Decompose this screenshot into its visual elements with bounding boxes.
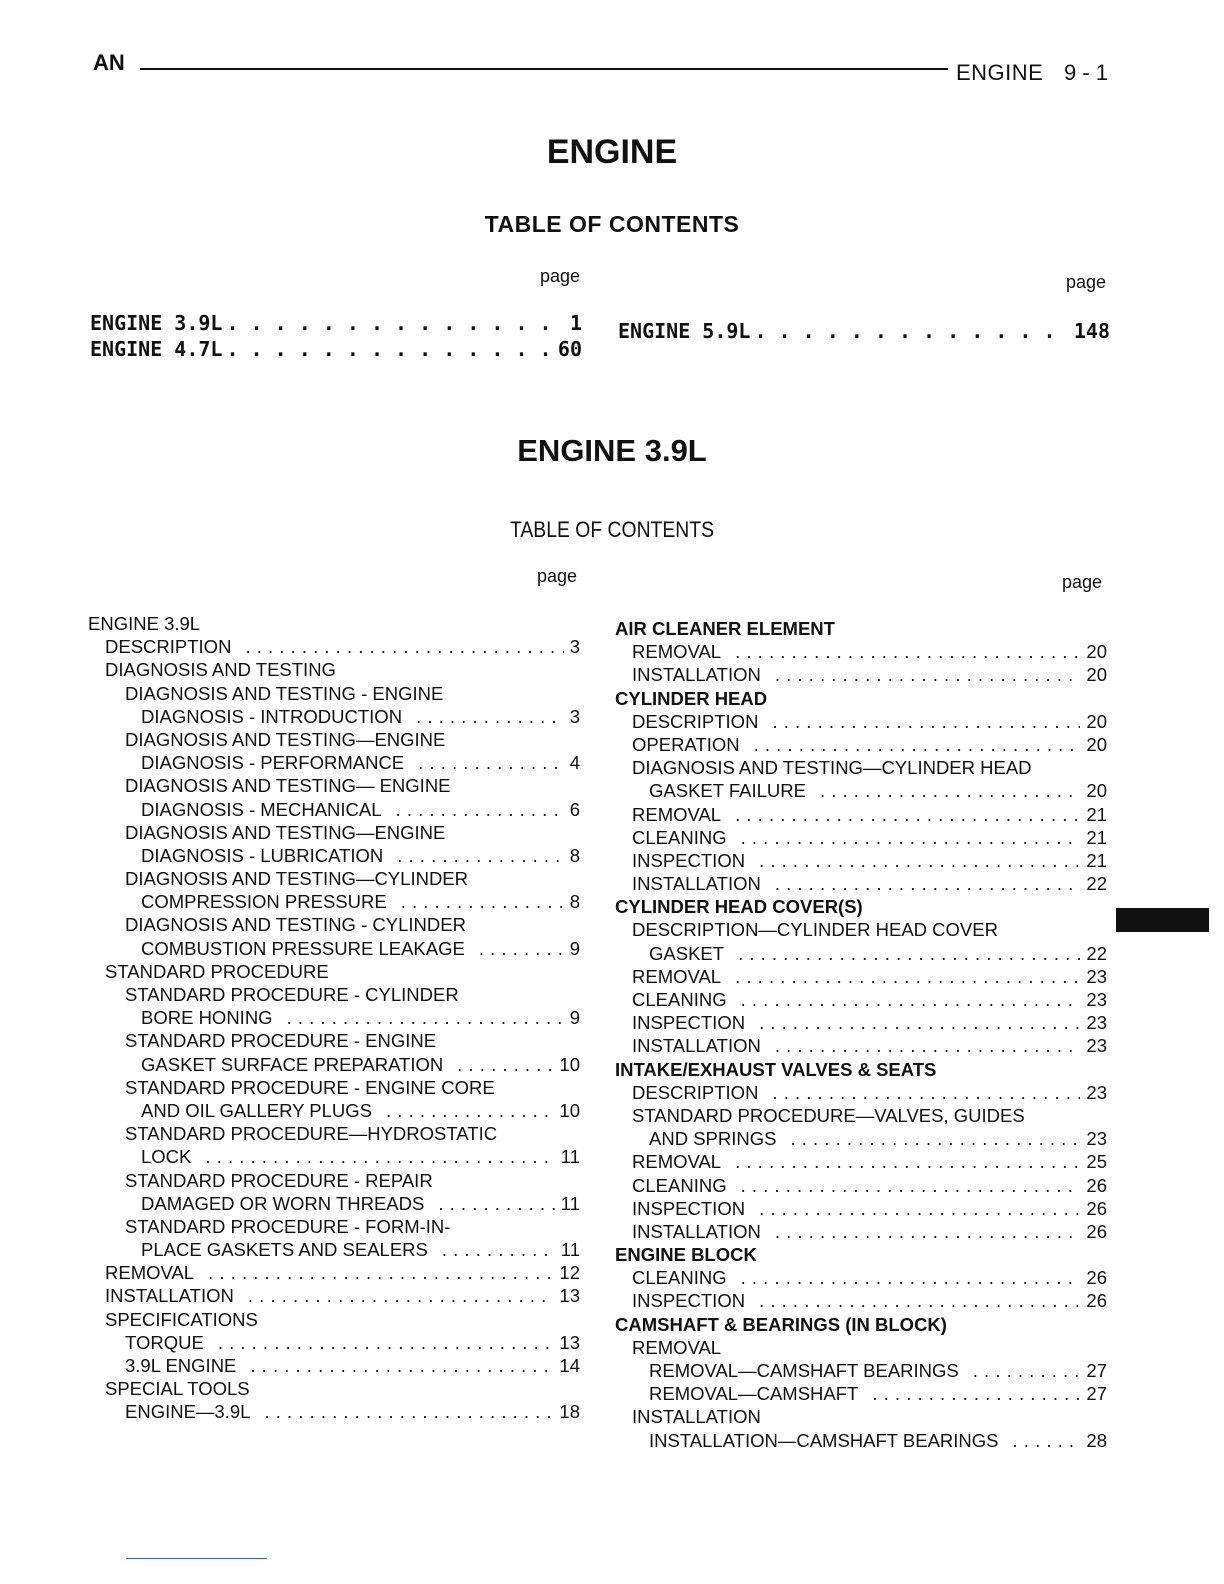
dot-leader xyxy=(775,1220,1081,1243)
toc-entry-page: 25 xyxy=(1086,1151,1107,1173)
toc-entry-label: ENGINE BLOCK xyxy=(615,1244,757,1266)
toc-entry[interactable] xyxy=(615,1011,1107,1034)
toc-entry-page: 23 xyxy=(1086,1035,1107,1057)
toc-entry-label: REMOVAL xyxy=(632,641,722,663)
toc-entry[interactable] xyxy=(615,1359,1107,1382)
toc-entry[interactable] xyxy=(88,937,580,960)
toc-entry-page: 20 xyxy=(1086,710,1107,732)
toc-entry-label: INSTALLATION xyxy=(105,1285,234,1307)
dot-leader xyxy=(775,663,1081,686)
toc-entry-label: CLEANING xyxy=(632,826,727,848)
dot-leader xyxy=(418,751,564,774)
toc-entry[interactable] xyxy=(88,1331,580,1354)
dot-leader xyxy=(741,988,1081,1011)
dot-leader xyxy=(226,337,553,361)
toc-section-heading[interactable] xyxy=(615,687,1107,710)
toc-heading: TABLE OF CONTENTS xyxy=(484,211,740,237)
toc-entry-label: DESCRIPTION xyxy=(632,710,759,732)
toc-entry-label: STANDARD PROCEDURE—HYDROSTATIC xyxy=(125,1123,498,1145)
toc-entry-page: 23 xyxy=(1086,1128,1107,1150)
toc-entry-page: 26 xyxy=(1086,1197,1107,1219)
dot-leader xyxy=(208,1261,553,1284)
toc-entry[interactable] xyxy=(615,1429,1107,1452)
dot-leader xyxy=(205,1145,554,1168)
toc-entry[interactable] xyxy=(88,1053,580,1076)
toc-entry-page: 20 xyxy=(1086,733,1107,755)
toc-entry-page: 21 xyxy=(1086,803,1107,825)
toc-entry-page: 3 xyxy=(569,705,580,727)
toc-entry[interactable] xyxy=(88,913,580,936)
toc-entry[interactable] xyxy=(88,1354,580,1377)
footer-rule xyxy=(126,1558,267,1559)
dot-leader xyxy=(245,635,563,658)
toc-entry[interactable] xyxy=(615,663,1107,686)
toc-entry-label: STANDARD PROCEDURE xyxy=(105,960,329,982)
dot-leader xyxy=(735,640,1080,663)
toc-entry-page: 148 xyxy=(1073,319,1110,343)
toc-entry-page: 22 xyxy=(1086,873,1107,895)
header-rule xyxy=(140,68,948,70)
toc-entry-label: GASKET FAILURE xyxy=(649,780,806,802)
toc-entry[interactable] xyxy=(88,960,580,983)
toc-section-heading[interactable] xyxy=(88,612,580,635)
toc-entry[interactable] xyxy=(615,779,1107,802)
toc-entry-label: CLEANING xyxy=(632,1267,727,1289)
toc-entry-label: ENGINE 3.9L xyxy=(88,613,201,634)
toc-entry[interactable] xyxy=(88,1215,580,1238)
toc-entry[interactable] xyxy=(88,1099,580,1122)
toc-entry-label: STANDARD PROCEDURE - CYLINDER xyxy=(125,984,459,1005)
toc-entry-label: DESCRIPTION xyxy=(632,1081,759,1103)
toc-entry[interactable] xyxy=(88,751,580,774)
toc-entry-label: REMOVAL xyxy=(632,803,722,825)
toc-entry-label: DIAGNOSIS - LUBRICATION xyxy=(141,844,384,866)
toc-entry[interactable] xyxy=(615,872,1107,895)
toc-entry-label: REMOVAL xyxy=(632,1151,722,1173)
toc-entry-page: 11 xyxy=(560,1239,580,1261)
toc-entry-page: 20 xyxy=(1086,780,1107,802)
dot-leader xyxy=(741,826,1081,849)
toc-entry-label: ENGINE 5.9L xyxy=(618,319,751,343)
toc-entry-label: INTAKE/EXHAUST VALVES & SEATS xyxy=(615,1058,937,1080)
toc-entry-label: AND SPRINGS xyxy=(649,1128,777,1150)
page-label-right: page xyxy=(1062,572,1103,592)
toc-entry-page: 23 xyxy=(1086,965,1107,987)
toc-entry-page: 13 xyxy=(559,1285,580,1307)
toc-entry-page: 13 xyxy=(559,1331,580,1353)
toc-entry[interactable] xyxy=(615,803,1107,826)
toc-entry-label: INSPECTION xyxy=(632,1197,746,1219)
toc-entry-page: 26 xyxy=(1086,1174,1107,1196)
page-label-right: page xyxy=(1066,272,1107,292)
toc-entry[interactable] xyxy=(88,682,580,705)
toc-entry-label: DIAGNOSIS - INTRODUCTION xyxy=(141,705,403,727)
toc-entry-page: 11 xyxy=(560,1192,580,1214)
dot-leader xyxy=(775,872,1081,895)
toc-entry-page: 27 xyxy=(1086,1360,1107,1381)
toc-entry-page: 60 xyxy=(557,337,582,361)
toc-entry[interactable] xyxy=(615,1289,1107,1312)
top-toc-entry[interactable] xyxy=(90,337,582,361)
toc-entry[interactable] xyxy=(88,821,580,844)
toc-entry-label: DAMAGED OR WORN THREADS xyxy=(141,1192,425,1214)
manual-code: AN xyxy=(93,50,125,75)
toc-entry-page: 11 xyxy=(560,1146,580,1168)
dot-leader xyxy=(790,1127,1080,1150)
toc-entry-label: INSTALLATION xyxy=(632,873,761,895)
dot-leader xyxy=(401,890,564,913)
toc-entry[interactable] xyxy=(615,1081,1107,1104)
toc-entry-label: INSTALLATION xyxy=(632,664,761,686)
toc-entry-label: DIAGNOSIS - MECHANICAL xyxy=(141,798,382,820)
toc-entry-label: SPECIFICATIONS xyxy=(105,1308,258,1330)
toc-entry[interactable] xyxy=(88,705,580,728)
toc-entry[interactable] xyxy=(88,890,580,913)
toc-entry[interactable] xyxy=(615,710,1107,733)
toc-entry[interactable] xyxy=(615,1266,1107,1289)
toc-entry-page: 27 xyxy=(1086,1383,1107,1405)
toc-entry-label: PLACE GASKETS AND SEALERS xyxy=(141,1239,428,1261)
toc-entry-page: 18 xyxy=(559,1401,580,1423)
toc-entry-label: CLEANING xyxy=(632,989,727,1010)
toc-entry-label: AIR CLEANER ELEMENT xyxy=(615,618,835,639)
toc-entry-page: 26 xyxy=(1086,1290,1107,1312)
dot-leader xyxy=(738,942,1080,965)
toc-entry-label: REMOVAL—CAMSHAFT BEARINGS xyxy=(649,1360,959,1381)
toc-entry[interactable] xyxy=(615,1405,1107,1428)
toc-entry[interactable] xyxy=(88,844,580,867)
toc-entry-label: STANDARD PROCEDURE - ENGINE xyxy=(125,1030,437,1052)
toc-entry-label: COMPRESSION PRESSURE xyxy=(141,891,387,913)
toc-entry-page: 10 xyxy=(559,1099,580,1121)
toc-entry-page: 22 xyxy=(1086,942,1107,964)
page-title: ENGINE xyxy=(546,133,678,171)
toc-entry[interactable] xyxy=(88,1261,580,1284)
section-toc-heading: TABLE OF CONTENTS xyxy=(509,517,715,542)
toc-entry[interactable] xyxy=(88,728,580,751)
toc-entry-label: DIAGNOSIS AND TESTING—CYLINDER xyxy=(125,868,468,890)
toc-entry-page: 23 xyxy=(1086,1081,1107,1103)
dot-leader xyxy=(759,1011,1080,1034)
toc-entry[interactable] xyxy=(88,1284,580,1307)
toc-entry-label: AND OIL GALLERY PLUGS xyxy=(141,1099,373,1121)
toc-entry-page: 8 xyxy=(569,844,580,866)
toc-entry-label: INSTALLATION xyxy=(632,1035,761,1057)
toc-entry-label: STANDARD PROCEDURE—VALVES, GUIDES xyxy=(632,1104,1025,1126)
toc-entry-label: REMOVAL—CAMSHAFT xyxy=(649,1383,859,1405)
dot-leader xyxy=(759,1289,1080,1312)
toc-entry-label: DIAGNOSIS AND TESTING - ENGINE xyxy=(125,682,444,704)
toc-entry-label: 3.9L ENGINE xyxy=(125,1355,237,1376)
toc-entry-page: 26 xyxy=(1086,1220,1107,1242)
toc-entry[interactable] xyxy=(88,867,580,890)
toc-entry[interactable] xyxy=(615,988,1107,1011)
toc-entry[interactable] xyxy=(615,965,1107,988)
toc-entry[interactable] xyxy=(88,1029,580,1052)
toc-section-heading[interactable] xyxy=(615,1313,1107,1336)
dot-leader xyxy=(754,733,1081,756)
dot-leader xyxy=(226,311,566,335)
toc-entry[interactable] xyxy=(88,1308,580,1331)
section-title: ENGINE 3.9L xyxy=(517,433,707,468)
dot-leader xyxy=(735,803,1080,826)
toc-entry-page: 20 xyxy=(1086,664,1107,686)
toc-entry[interactable] xyxy=(615,756,1107,779)
dot-leader xyxy=(772,710,1080,733)
toc-entry-label: DESCRIPTION xyxy=(105,636,232,658)
toc-entry-page: 23 xyxy=(1086,989,1107,1010)
toc-entry[interactable] xyxy=(615,1220,1107,1243)
toc-entry-label: GASKET SURFACE PREPARATION xyxy=(141,1053,444,1075)
toc-entry[interactable] xyxy=(88,983,580,1006)
toc-entry-page: 14 xyxy=(559,1355,580,1376)
toc-entry[interactable] xyxy=(615,1104,1107,1127)
toc-entry[interactable] xyxy=(88,1400,580,1423)
toc-entry-label: CLEANING xyxy=(632,1174,727,1196)
dot-leader xyxy=(973,1359,1081,1382)
top-toc-entry[interactable] xyxy=(90,311,582,335)
dot-leader xyxy=(754,319,1069,343)
toc-entry-label: ENGINE 4.7L xyxy=(90,337,223,361)
toc-entry-page: 26 xyxy=(1086,1267,1107,1289)
toc-entry-page: 23 xyxy=(1086,1012,1107,1034)
toc-entry[interactable] xyxy=(615,733,1107,756)
dot-leader xyxy=(250,1354,553,1377)
toc-entry-label: DIAGNOSIS AND TESTING—ENGINE xyxy=(125,728,446,750)
toc-entry-label: REMOVAL xyxy=(632,965,722,987)
toc-entry-label: REMOVAL xyxy=(105,1262,195,1284)
toc-entry-label: DESCRIPTION—CYLINDER HEAD COVER xyxy=(632,919,998,941)
toc-entry[interactable] xyxy=(88,1145,580,1168)
dot-leader xyxy=(1013,1429,1081,1452)
toc-entry-page: 9 xyxy=(569,1007,580,1029)
toc-entry-page: 12 xyxy=(559,1262,580,1284)
toc-entry-label: STANDARD PROCEDURE - REPAIR xyxy=(125,1169,433,1191)
toc-entry[interactable] xyxy=(615,849,1107,872)
toc-entry[interactable] xyxy=(615,918,1107,941)
toc-entry-label: SPECIAL TOOLS xyxy=(105,1378,250,1400)
toc-entry-label: DIAGNOSIS AND TESTING xyxy=(105,659,336,681)
toc-entry[interactable] xyxy=(615,1382,1107,1405)
toc-entry[interactable] xyxy=(615,1150,1107,1173)
toc-entry-label: CYLINDER HEAD xyxy=(615,687,768,709)
toc-entry-label: DIAGNOSIS AND TESTING—CYLINDER HEAD xyxy=(632,757,1032,779)
toc-entry-label: CAMSHAFT & BEARINGS (IN BLOCK) xyxy=(615,1313,947,1335)
dot-leader xyxy=(735,1150,1080,1173)
toc-entry-label: INSTALLATION xyxy=(632,1220,761,1242)
dot-leader xyxy=(287,1006,564,1029)
toc-right-column xyxy=(615,617,1107,1452)
dot-leader xyxy=(741,1174,1081,1197)
toc-section-heading[interactable] xyxy=(615,895,1107,918)
toc-left-column xyxy=(88,612,580,1424)
dot-leader xyxy=(442,1238,555,1261)
toc-entry-page: 8 xyxy=(569,891,580,913)
dot-leader xyxy=(759,1197,1080,1220)
toc-entry-page: 6 xyxy=(569,798,580,820)
page-number: 9 - 1 xyxy=(1064,60,1109,85)
toc-entry-label: DIAGNOSIS - PERFORMANCE xyxy=(141,752,405,774)
toc-entry[interactable] xyxy=(615,942,1107,965)
page-label-left: page xyxy=(537,566,578,586)
toc-entry-label: INSTALLATION xyxy=(632,1406,761,1428)
toc-entry-label: LOCK xyxy=(141,1146,192,1168)
toc-entry[interactable] xyxy=(88,1192,580,1215)
toc-entry[interactable] xyxy=(615,1197,1107,1220)
dot-leader xyxy=(735,965,1080,988)
toc-entry-label: BORE HONING xyxy=(141,1007,273,1029)
dot-leader xyxy=(218,1331,554,1354)
dot-leader xyxy=(397,844,563,867)
dot-leader xyxy=(772,1081,1080,1104)
toc-entry[interactable] xyxy=(615,1127,1107,1150)
toc-entry[interactable] xyxy=(88,1006,580,1029)
toc-entry[interactable] xyxy=(88,1169,580,1192)
toc-entry[interactable] xyxy=(615,1336,1107,1359)
toc-entry-label: ENGINE 3.9L xyxy=(90,311,223,335)
toc-entry-label: DIAGNOSIS AND TESTING - CYLINDER xyxy=(125,914,466,936)
section-name: ENGINE xyxy=(956,60,1044,85)
toc-entry-page: 4 xyxy=(569,752,580,774)
toc-entry-label: ENGINE—3.9L xyxy=(125,1401,251,1423)
toc-entry-page: 20 xyxy=(1086,641,1107,663)
dot-leader xyxy=(820,779,1080,802)
toc-entry-label: TORQUE xyxy=(125,1331,204,1353)
page-label-left: page xyxy=(540,266,581,286)
toc-entry-label: CYLINDER HEAD COVER(S) xyxy=(615,896,863,918)
toc-section-heading[interactable] xyxy=(615,1058,1107,1081)
toc-entry[interactable] xyxy=(88,1238,580,1261)
toc-entry-label: INSPECTION xyxy=(632,849,746,871)
toc-entry-label: INSTALLATION—CAMSHAFT BEARINGS xyxy=(649,1429,999,1451)
toc-entry-label: STANDARD PROCEDURE - FORM-IN- xyxy=(125,1215,451,1237)
section-thumb-tab xyxy=(1116,908,1209,932)
toc-entry-label: COMBUSTION PRESSURE LEAKAGE xyxy=(141,937,465,959)
toc-entry-page: 1 xyxy=(569,311,582,335)
dot-leader xyxy=(775,1034,1081,1057)
toc-entry[interactable] xyxy=(615,826,1107,849)
toc-entry[interactable] xyxy=(88,1076,580,1099)
toc-entry-label: REMOVAL xyxy=(632,1336,722,1358)
toc-entry-page: 28 xyxy=(1086,1429,1107,1451)
toc-entry-label: STANDARD PROCEDURE - ENGINE CORE xyxy=(125,1076,495,1098)
dot-leader xyxy=(386,1099,553,1122)
dot-leader xyxy=(248,1284,554,1307)
toc-entry-label: GASKET xyxy=(649,942,725,964)
toc-section-heading[interactable] xyxy=(615,617,1107,640)
toc-entry[interactable] xyxy=(88,1122,580,1145)
toc-entry[interactable] xyxy=(88,635,580,658)
toc-entry-page: 10 xyxy=(559,1053,580,1075)
dot-leader xyxy=(479,937,564,960)
dot-leader xyxy=(457,1053,553,1076)
dot-leader xyxy=(438,1192,554,1215)
toc-section-heading[interactable] xyxy=(615,1243,1107,1266)
toc-entry-label: INSPECTION xyxy=(632,1290,746,1312)
toc-entry-label: DIAGNOSIS AND TESTING—ENGINE xyxy=(125,821,446,843)
toc-entry-page: 9 xyxy=(569,937,580,959)
toc-entry-label: OPERATION xyxy=(632,733,740,755)
top-toc-entry[interactable] xyxy=(618,319,1110,343)
toc-entry[interactable] xyxy=(88,774,580,797)
toc-entry[interactable] xyxy=(88,1377,580,1400)
toc-entry-label: INSPECTION xyxy=(632,1012,746,1034)
toc-entry-page: 21 xyxy=(1086,849,1107,871)
toc-entry-label: DIAGNOSIS AND TESTING— ENGINE xyxy=(125,775,451,797)
dot-leader xyxy=(264,1400,553,1423)
toc-entry[interactable] xyxy=(615,1034,1107,1057)
dot-leader xyxy=(759,849,1080,872)
toc-entry[interactable] xyxy=(88,798,580,821)
toc-entry-page: 3 xyxy=(569,636,580,658)
toc-entry[interactable] xyxy=(615,640,1107,663)
dot-leader xyxy=(396,798,564,821)
toc-entry[interactable] xyxy=(615,1174,1107,1197)
dot-leader xyxy=(416,705,564,728)
toc-entry[interactable] xyxy=(88,658,580,681)
dot-leader xyxy=(741,1266,1081,1289)
toc-entry-page: 21 xyxy=(1086,826,1107,848)
dot-leader xyxy=(872,1382,1080,1405)
